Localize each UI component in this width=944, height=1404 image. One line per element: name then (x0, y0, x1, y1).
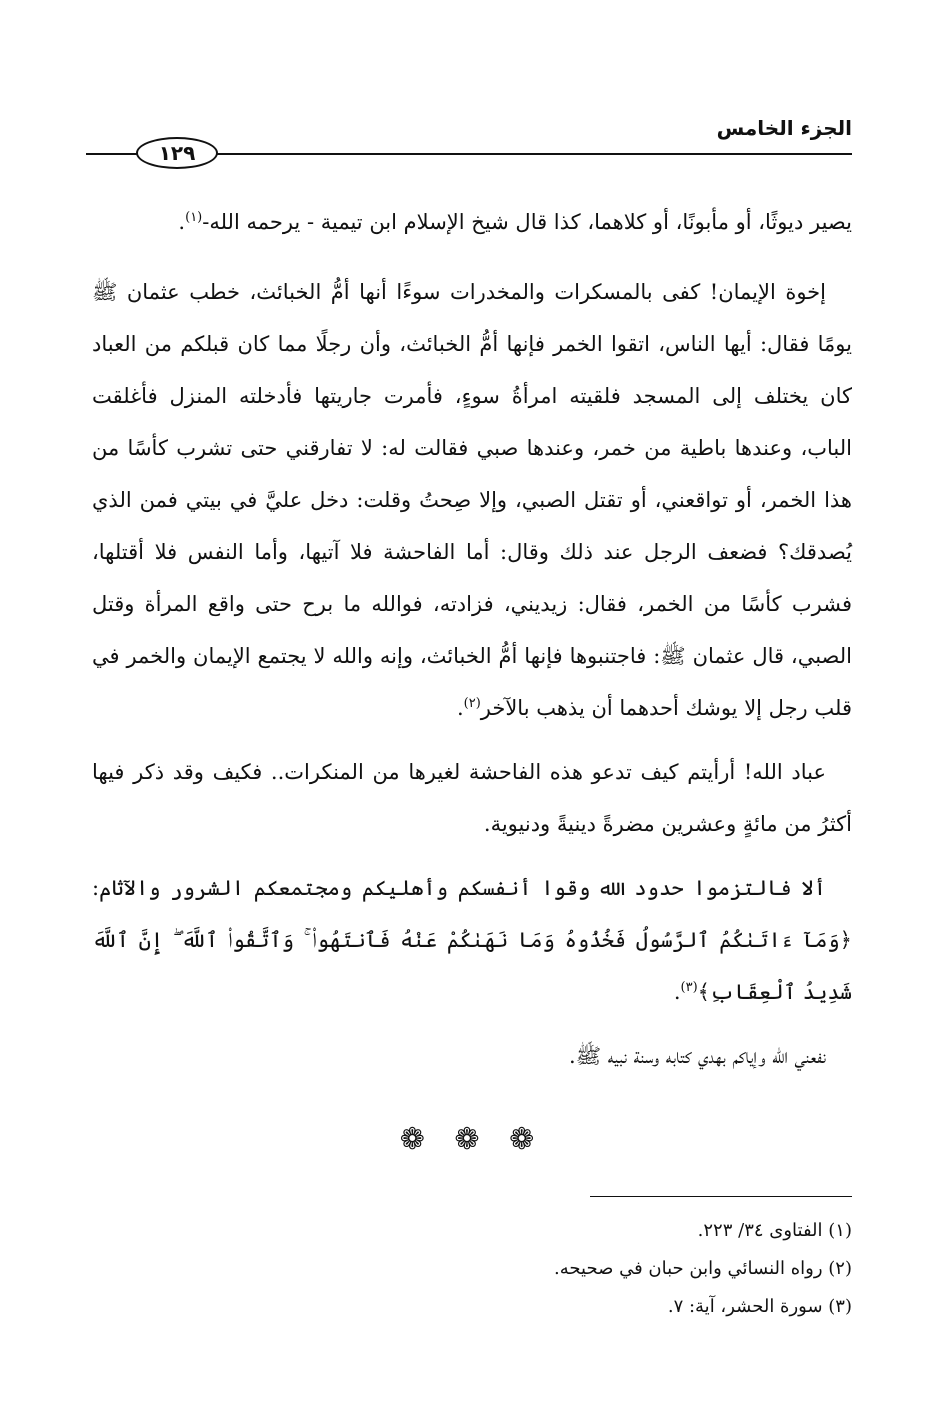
page-number: ١٢٩ (136, 137, 218, 169)
paragraph-2: إخوة الإيمان! كفى بالمسكرات والمخدرات سوءًا أنها أمُّ الخبائث، خطب عثمان ﷺ يومًا فقال: أيها الناس، اتقوا الخمر فإنها أمُّ الخبائث، وأن رجلًا مما كان قبلكم من العباد كان يختلف إلى المسجد فلقيته امرأةُ سوءٍ، فأمرت جاريتها فأدخلته المنزل فأغلقت الباب، وعندها باطية من خمر، وعندها صبي فقالت له: لا تفارقني حتى تشرب كأسًا من هذا الخمر، أو تواقعني، أو تقتل الصبي، وإلا صِحتُ وقلت: دخل عليَّ في بيتي فمن الذي يُصدقك؟ فضعف الرجل عند ذلك وقال: أما الفاحشة فلا آتيها، وأما النفس فلا أقتلها، فشرب كأسًا من الخمر، فقال: زيديني، فزادته، فوالله ما برح حتى واقع المرأة وقتل الصبي، قال عثمان ﷺ: فاجتنبوها فإنها أمُّ الخبائث، وإنه والله لا يجتمع الإيمان والخمر في قلب رجل إلا يوشك أحدهما أن يذهب بالآخر$^{(٢)}$. (92, 280, 852, 720)
paragraph-5: نفعني الله وإياكم بهدي كتابه وسنة نبيه ﷺ. (569, 1044, 826, 1068)
footnote-ref-1: (١) (185, 210, 203, 225)
paragraph-2-text: إخوة الإيمان! كفى بالمسكرات والمخدرات سوءًا أنها أمُّ الخبائث، خطب عثمان ﷺ يومًا فقال: أيها الناس، اتقوا الخمر فإنها أمُّ الخبائث، وأن رجلًا مما كان قبلكم من العباد كان يختلف إلى المسجد فلقيته امرأةُ سوءٍ، فأمرت جاريتها فأدخلته المنزل فأغلقت الباب، وعندها باطية من خمر، وعندها صبي فقالت له: لا تفارقني حتى تشرب كأسًا من هذا الخمر، أو تواقعني، أو تقتل الصبي، وإلا صِحتُ وقلت: دخل عليَّ في بيتي فمن الذي يُصدقك؟ فضعف الرجل عند ذلك وقال: أما الفاحشة فلا آتيها، وأما النفس فلا أقتلها، فشرب كأسًا من الخمر، فقال: زيديني، فزادته، فوالله ما برح حتى واقع المرأة وقتل الصبي، قال عثمان ﷺ: فاجتنبوها فإنها أمُّ الخبائث، وإنه والله لا يجتمع الإيمان والخمر في قلب رجل إلا يوشك أحدهما أن يذهب بالآخر (92, 280, 852, 720)
footnote-rule (590, 1196, 852, 1197)
paragraph-4: ألا فالتزموا حدود الله وقوا أنفسكم وأهليكم ومجتمعكم الشرور والآثام: ﴿وَمَآ ءَاتَىٰكُمُ ٱلرَّسُولُ فَخُذُوهُ وَمَا نَهَىٰكُمْ عَنْهُ فَٱنتَهُوا۟ ۚ وَٱتَّقُوا۟ ٱللَّهَ ۖ إِنَّ ٱللَّهَ شَدِيدُ ٱلْعِقَابِ﴾$^{(٣)}$. (92, 876, 852, 1004)
footnotes (92, 1212, 852, 1326)
paragraph-3: عباد الله! أرأيتم كيف تدعو هذه الفاحشة لغيرها من المنكرات.. فكيف وقد ذكر فيها أكثرُ من مائةٍ وعشرين مضرةً دينيةً ودنيوية. (92, 760, 852, 836)
running-header-title: الجزء الخامس (716, 116, 852, 140)
footnote-2: (٢) رواه النسائي وابن حبان في صحيحه. (554, 1258, 852, 1279)
footnote-ref-3: (٣) (680, 980, 698, 995)
footnote-3: (٣) سورة الحشر، آية: ٧. (667, 1296, 852, 1317)
paragraph-1-text: يصير ديوثًا، أو مأبونًا، أو كلاهما، كذا قال شيخ الإسلام ابن تيمية - يرحمه الله- (202, 210, 852, 234)
paragraph-4-text: ألا فالتزموا حدود الله وقوا أنفسكم وأهليكم ومجتمعكم الشرور والآثام: ﴿وَمَآ ءَاتَىٰكُمُ ٱلرَّسُولُ فَخُذُوهُ وَمَا نَهَىٰكُمْ عَنْهُ فَٱنتَهُوا۟ ۚ وَٱتَّقُوا۟ ٱللَّهَ ۖ إِنَّ ٱللَّهَ شَدِيدُ ٱلْعِقَابِ﴾ (92, 876, 852, 1004)
section-divider-ornaments-icon: ❁ ❁ ❁ (399, 1122, 545, 1157)
footnote-1: (١) الفتاوى ٣٤/ ٢٢٣. (697, 1220, 852, 1241)
body-text (92, 196, 852, 1094)
paragraph-1: يصير ديوثًا، أو مأبونًا، أو كلاهما، كذا قال شيخ الإسلام ابن تيمية - يرحمه الله-$^{(١)}$. (178, 210, 852, 234)
footnote-ref-2: (٢) (463, 696, 481, 711)
